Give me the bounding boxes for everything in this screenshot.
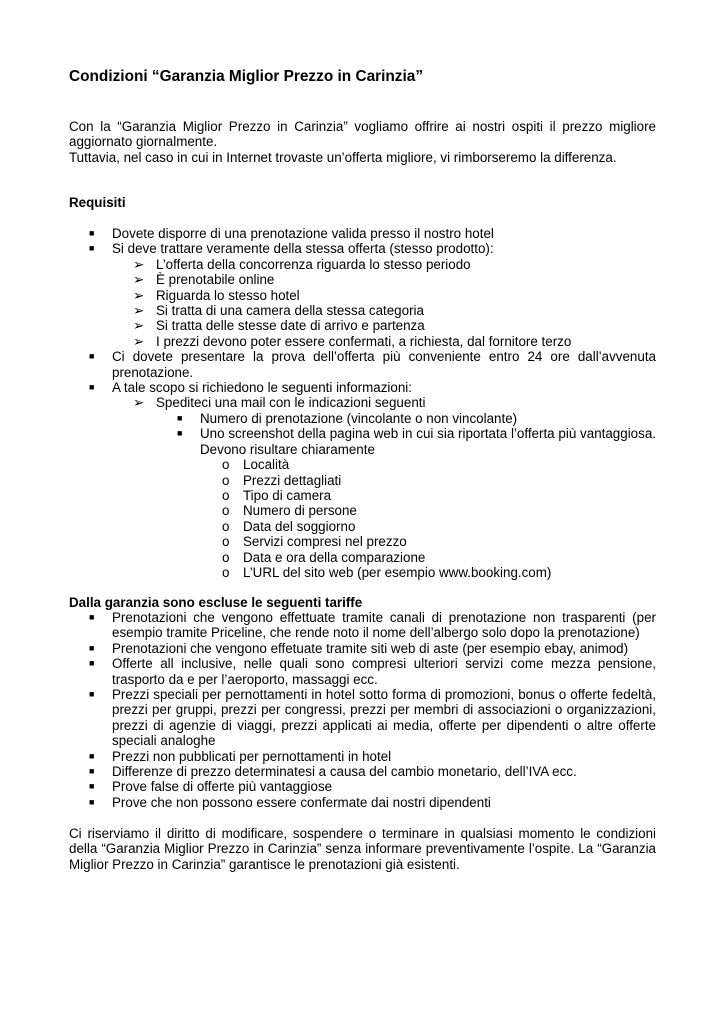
screenshot-detail: [69, 550, 656, 565]
same-offer-criterion: [69, 288, 656, 303]
intro-paragraph-2: Tuttavia, nel caso in cui in Internet trovaste un’offerta migliore, vi rimborseremo la differenza.: [69, 149, 617, 165]
detail-text: L’URL del sito web (per esempio www.booking.com): [243, 564, 552, 580]
square-bullet-icon: ■: [89, 612, 95, 622]
exclusion-item: [69, 641, 656, 656]
arrowhead-bullet-icon: ➢: [133, 318, 145, 334]
detail-text: Data e ora della comparazione: [243, 549, 426, 565]
exclusion-item: [69, 687, 656, 749]
square-bullet-icon: ■: [89, 766, 95, 777]
requirement-text: Ci dovete presentare la prova dell’offerta più conveniente entro 24 ore dall’avvenuta prenotazione.: [112, 349, 656, 380]
exclusion-text: Prenotazioni che vengono effetuate tramite siti web di aste (per esempio ebay, animod): [112, 640, 629, 656]
exclusion-text: Prezzi non pubblicati per pernottamenti in hotel: [112, 748, 392, 764]
arrowhead-bullet-icon: ➢: [133, 272, 145, 288]
same-offer-criterion: [69, 272, 656, 287]
detail-text: Servizi compresi nel prezzo: [243, 534, 407, 550]
criterion-text: È prenotabile online: [156, 272, 275, 288]
square-bullet-icon: ■: [89, 750, 95, 761]
closing-paragraph: Ci riserviamo il diritto di modificare, sospendere o terminare in qualsiasi momento le condizioni della “Garanzia Miglior Prezzo in Carinzia” senza informare preventivamente l’ospite. La “Garanzia Miglior Prezzo in Carinzia” garantisce le prenotazioni già esistenti.: [69, 826, 656, 872]
square-bullet-icon: ■: [89, 781, 95, 792]
requirement-text: Si deve trattare veramente della stessa offerta (stesso prodotto):: [112, 241, 494, 257]
screenshot-detail: [69, 457, 656, 472]
square-bullet-icon: ■: [177, 428, 183, 439]
criterion-text: I prezzi devono poter essere confermati, a richiesta, dal fornitore terzo: [156, 333, 572, 349]
detail-text: Data del soggiorno: [243, 518, 356, 534]
same-offer-criterion: [69, 318, 656, 333]
requirements-heading: Requisiti: [69, 195, 126, 210]
square-bullet-icon: ■: [89, 658, 95, 669]
screenshot-detail: [69, 473, 656, 488]
intro-section: [69, 119, 656, 165]
intro-paragraph-1: Con la “Garanzia Miglior Prezzo in Carinzia” vogliamo offrire ai nostri ospiti il prezzo migliore aggiornato giornalmente.: [69, 119, 656, 150]
arrowhead-bullet-icon: ➢: [133, 395, 145, 411]
screenshot-detail: [69, 534, 656, 549]
requirement-item: [69, 226, 656, 241]
same-offer-criterion: [69, 257, 656, 272]
screenshot-detail: [69, 488, 656, 503]
exclusion-item: [69, 656, 656, 687]
exclusion-text: Prenotazioni che vengono effettuate tramite canali di prenotazione non trasparenti (per esempio tramite Priceline, che rende noto il nome dell’albergo solo dopo la prenotazione): [112, 610, 656, 641]
arrowhead-bullet-icon: ➢: [133, 287, 145, 303]
arrowhead-bullet-icon: ➢: [133, 303, 145, 319]
requirement-item: [69, 241, 656, 256]
arrowhead-bullet-icon: ➢: [133, 333, 145, 349]
criterion-text: Riguarda lo stesso hotel: [156, 287, 300, 303]
requirement-item: [69, 380, 656, 395]
square-bullet-icon: ■: [89, 228, 95, 238]
requirement-text: A tale scopo si richiedono le seguenti informazioni:: [112, 380, 412, 396]
square-bullet-icon: ■: [89, 642, 95, 653]
criterion-text: Si tratta delle stesse date di arrivo e partenza: [156, 318, 425, 334]
circle-bullet-icon: o: [222, 487, 230, 503]
exclusion-item: [69, 795, 656, 810]
circle-bullet-icon: o: [222, 534, 230, 550]
circle-bullet-icon: o: [222, 503, 230, 519]
circle-bullet-icon: o: [222, 564, 230, 580]
square-bullet-icon: ■: [89, 796, 95, 807]
exclusion-item: [69, 779, 656, 794]
screenshot-detail: [69, 519, 656, 534]
content-text: Uno screenshot della pagina web in cui sia riportata l’offerta più vantaggiosa. Devono risultare chiaramente: [200, 426, 656, 457]
screenshot-detail: [69, 503, 656, 518]
square-bullet-icon: ■: [89, 243, 95, 254]
criterion-text: Si tratta di una camera della stessa categoria: [156, 303, 424, 319]
exclusion-item: [69, 610, 656, 641]
content-text: Numero di prenotazione (vincolante o non vincolante): [200, 410, 518, 426]
square-bullet-icon: ■: [89, 382, 95, 393]
circle-bullet-icon: o: [222, 472, 230, 488]
exclusion-text: Prezzi speciali per pernottamenti in hotel sotto forma di promozioni, bonus o offerte fedeltà, prezzi per gruppi, prezzi per congressi, prezzi per membri di associazioni o organizzazioni, prezzi di agenzie di viaggi, prezzi applicati ai media, offerte per dipendenti o altre offerte speciali analoghe: [112, 687, 656, 749]
email-instruction: [69, 395, 656, 410]
same-offer-criterion: [69, 334, 656, 349]
square-bullet-icon: ■: [89, 351, 95, 362]
same-offer-criterion: [69, 303, 656, 318]
exclusion-text: Prove false di offerte più vantaggiose: [112, 779, 333, 795]
exclusions-heading: Dalla garanzia sono escluse le seguenti tariffe: [69, 595, 363, 610]
exclusion-item: [69, 749, 656, 764]
document-title: Condizioni “Garanzia Miglior Prezzo in Carinzia”: [69, 68, 424, 85]
exclusion-text: Prove che non possono essere confermate dai nostri dipendenti: [112, 794, 491, 810]
email-content-item: [69, 426, 656, 457]
detail-text: Tipo di camera: [243, 487, 332, 503]
square-bullet-icon: ■: [89, 689, 95, 700]
requirements-list: [69, 226, 656, 580]
circle-bullet-icon: o: [222, 518, 230, 534]
instruction-text: Spediteci una mail con le indicazioni seguenti: [156, 395, 426, 411]
requirement-item: [69, 349, 656, 380]
requirement-text: Dovete disporre di una prenotazione valida presso il nostro hotel: [112, 226, 494, 241]
criterion-text: L’offerta della concorrenza riguarda lo stesso periodo: [156, 256, 471, 272]
email-content-item: [69, 411, 656, 426]
exclusions-list: [69, 610, 656, 810]
arrowhead-bullet-icon: ➢: [133, 256, 145, 272]
exclusion-text: Differenze di prezzo determinatesi a causa del cambio monetario, dell’IVA ecc.: [112, 764, 577, 780]
detail-text: Località: [243, 457, 290, 473]
detail-text: Numero di persone: [243, 503, 357, 519]
screenshot-detail: [69, 565, 656, 580]
circle-bullet-icon: o: [222, 457, 230, 473]
circle-bullet-icon: o: [222, 549, 230, 565]
square-bullet-icon: ■: [177, 412, 183, 423]
exclusion-text: Offerte all inclusive, nelle quali sono compresi ulteriori servizi come mezza pensione, trasporto da e per l’aeroporto, massaggi ecc.: [112, 656, 656, 687]
exclusion-item: [69, 764, 656, 779]
detail-text: Prezzi dettagliati: [243, 472, 342, 488]
